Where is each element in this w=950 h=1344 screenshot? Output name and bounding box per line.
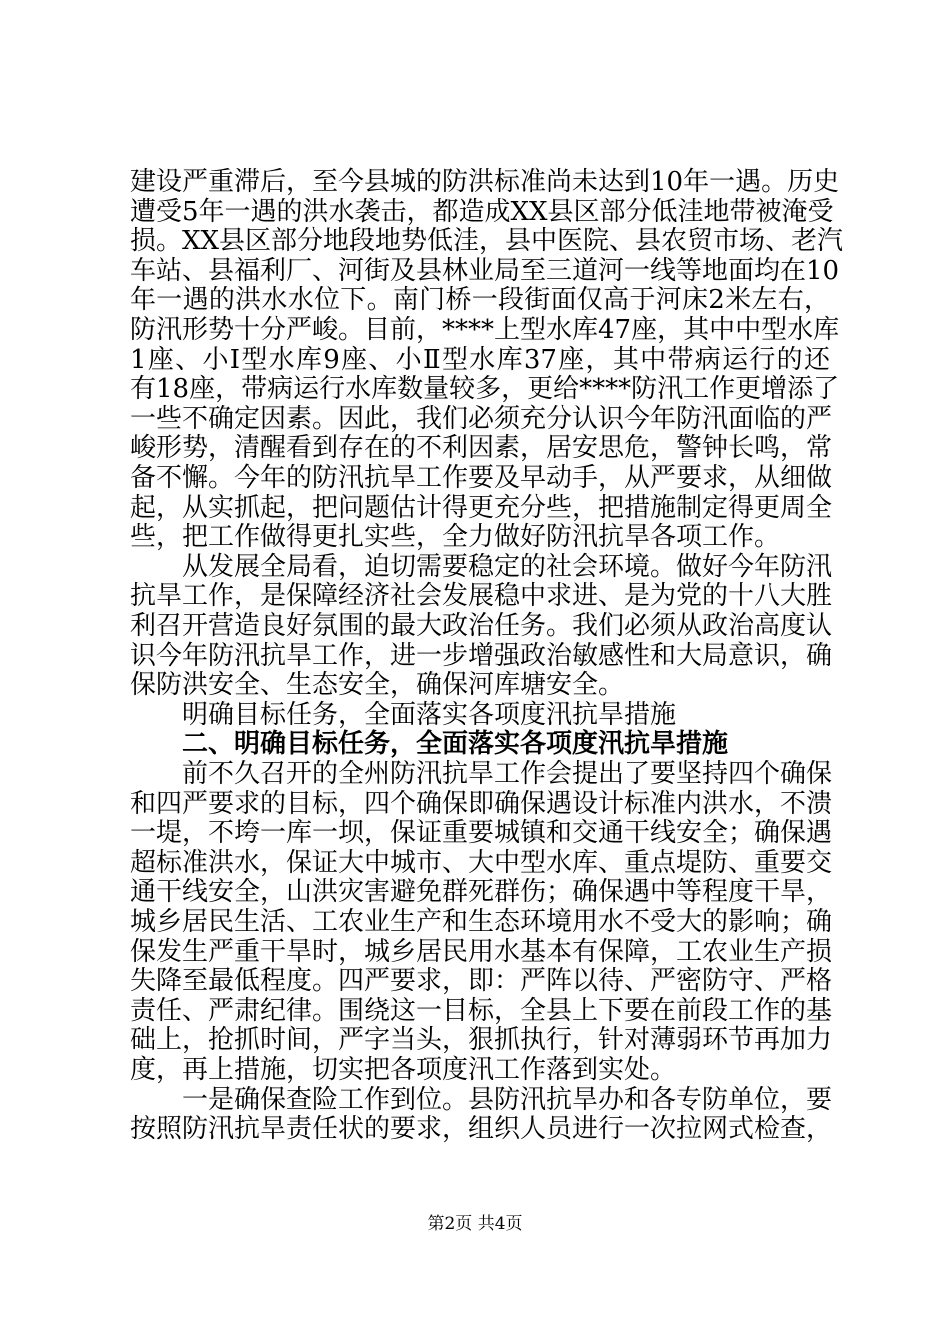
text-line: 和四严要求的目标，四个确保即确保遇设计标准内洪水，不溃: [130, 789, 833, 819]
text-line: 一堤，不垮一库一坝，保证重要城镇和交通干线安全；确保遇: [130, 818, 833, 848]
text-line: 识今年防汛抗旱工作，进一步增强政治敏感性和大局意识，确: [130, 641, 833, 671]
text-line: 度，再上措施，切实把各项度汛工作落到实处。: [130, 1055, 677, 1085]
text-line: 通干线安全，山洪灾害避免群死群伤；确保遇中等程度干旱，: [130, 877, 833, 907]
text-line: 1座、小Ⅰ型水库9座、小Ⅱ型水库37座，其中带病运行的还: [130, 345, 830, 375]
text-line: 明确目标任务，全面落实各项度汛抗旱措施: [182, 700, 677, 730]
text-line: 前不久召开的全州防汛抗旱工作会提出了要坚持四个确保: [182, 759, 833, 789]
text-line: 防汛形势十分严峻。目前，****上型水库47座，其中中型水库: [130, 315, 840, 345]
text-line: 责任、严肃纪律。围绕这一目标，全县上下要在前段工作的基: [130, 996, 833, 1026]
text-line: 备不懈。今年的防汛抗旱工作要及早动手，从严要求，从细做: [130, 463, 833, 493]
text-line: 超标准洪水，保证大中城市、大中型水库、重点堤防、重要交: [130, 848, 833, 878]
text-line: 一是确保查险工作到位。县防汛抗旱办和各专防单位，要: [182, 1085, 833, 1115]
text-line: 保发生严重干旱时，城乡居民用水基本有保障，工农业生产损: [130, 937, 833, 967]
text-line: 按照防汛抗旱责任状的要求，组织人员进行一次拉网式检查，: [130, 1114, 833, 1144]
text-line: 峻形势，清醒看到存在的不利因素，居安思危，警钟长鸣，常: [130, 433, 833, 463]
text-line: 一些不确定因素。因此，我们必须充分认识今年防汛面临的严: [130, 404, 833, 434]
text-line: 起，从实抓起，把问题估计得更充分些，把措施制定得更周全: [130, 493, 833, 523]
text-line: 保防洪安全、生态安全，确保河库塘安全。: [130, 670, 625, 700]
text-line: 遭受5年一遇的洪水袭击，都造成XX县区部分低洼地带被淹受: [130, 197, 834, 227]
text-line: 利召开营造良好氛围的最大政治任务。我们必须从政治高度认: [130, 611, 833, 641]
text-line: 年一遇的洪水水位下。南门桥一段街面仅高于河床2米左右，: [130, 285, 830, 315]
page-footer: 第2页 共4页: [427, 1214, 523, 1234]
text-line: 些，把工作做得更扎实些，全力做好防汛抗旱各项工作。: [130, 522, 781, 552]
text-line: 失降至最低程度。四严要求，即：严阵以待、严密防守、严格: [130, 966, 833, 996]
text-line: 础上，抢抓时间，严字当头，狠抓执行，针对薄弱环节再加力: [130, 1025, 833, 1055]
text-line: 抗旱工作，是保障经济社会发展稳中求进、是为党的十八大胜: [130, 581, 833, 611]
text-line: 车站、县福利厂、河街及县林业局至三道河一线等地面均在10: [130, 256, 840, 286]
text-line: 城乡居民生活、工农业生产和生态环境用水不受大的影响；确: [130, 907, 833, 937]
text-line: 损。XX县区部分地段地势低洼，县中医院、县农贸市场、老汽: [130, 226, 844, 256]
text-line: 从发展全局看，迫切需要稳定的社会环境。做好今年防汛: [182, 552, 833, 582]
text-line: 建设严重滞后，至今县城的防洪标准尚未达到10年一遇。历史: [130, 167, 840, 197]
section-heading: 二、明确目标任务，全面落实各项度汛抗旱措施: [182, 729, 729, 759]
text-line: 有18座，带病运行水库数量较多，更给****防汛工作更增添了: [130, 374, 840, 404]
